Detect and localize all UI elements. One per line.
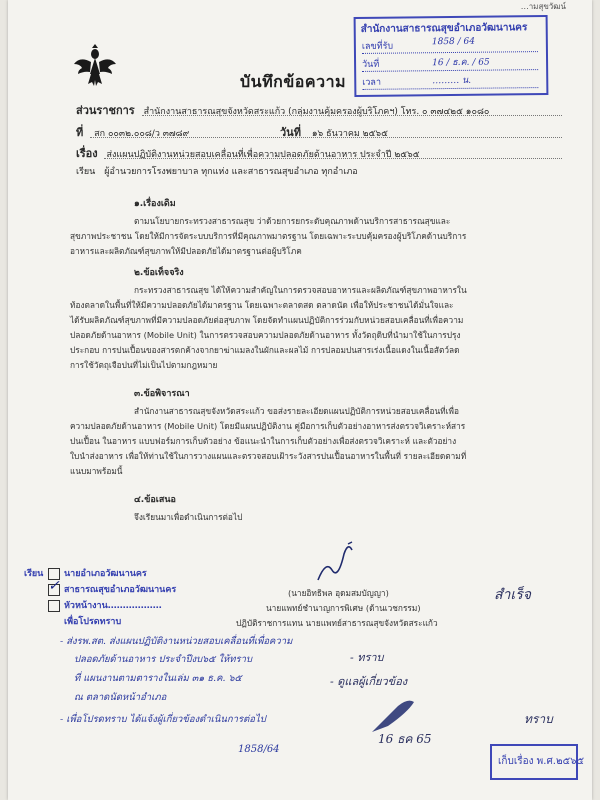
body-line: อาหารและผลิตภัณฑ์สุขภาพให้มีปลอดภัยได้มาตรฐานต่อผู้บริโภค	[70, 246, 302, 256]
ref-row	[76, 123, 189, 141]
check-mark-icon: ✓	[48, 578, 60, 594]
ref-label: ที่	[76, 126, 84, 139]
routing-to-label: เรียน	[24, 569, 44, 579]
handwritten-remark: - ทราบ	[350, 651, 384, 664]
keep-stamp	[490, 744, 585, 780]
garuda-emblem-icon	[72, 44, 118, 88]
receipt-row-time	[362, 73, 538, 90]
signer-position: นายแพทย์ชำนาญการพิเศษ (ด้านเวชกรรม)	[266, 603, 421, 613]
receipt-stamp-org: สำนักงานสาธารณสุขอำเภอวัฒนานคร	[360, 22, 528, 35]
body-line: การใช้วัตถุเจือปนที่ไม่เป็นไปตามกฎหมาย	[70, 360, 218, 370]
handwritten-note-line: ปลอดภัยด้านอาหาร ประจำปีงบ๖๕ ให้ทราบ	[74, 654, 253, 665]
body-line: แนบมาพร้อมนี้	[70, 466, 123, 476]
routing-checkbox	[48, 600, 60, 612]
subject-row	[76, 144, 420, 162]
body-line: ปนเปื้อน ในอาหาร แบบฟอร์มการเก็บตัวอย่าง ข้อแนะนำในการเก็บตัวอย่างเพื่อส่งตรวจวิเคราะห์ และตัวอย่าง	[70, 436, 457, 446]
date-value: ๑๖ ธันวาคม ๒๕๖๕	[311, 129, 388, 139]
body-line: สำนักงานสาธารณสุขจังหวัดสระแก้ว ขอส่งรายละเอียดแผนปฏิบัติการหน่วยสอบเคลื่อนที่เพื่อ	[134, 406, 459, 416]
section-heading: ๔.ข้อเสนอ	[134, 495, 176, 505]
handwritten-note-line: ที่ แผนงานตามตารางในเล่ม ๓๑ ธ.ค. ๖๕	[74, 673, 242, 684]
handwritten-remark: - ดูแลผู้เกี่ยวข้อง	[330, 675, 408, 688]
subject-underline	[104, 158, 562, 159]
agency-underline	[142, 115, 562, 116]
body-line: ปลอดภัยด้านอาหาร (Mobile Unit) ในการตรวจสอบความปลอดภัยด้านอาหาร ทั้งวัตถุดิบที่นำมาใช้ในการปรุง	[70, 330, 461, 340]
body-line: ตามนโยบายกระทรวงสาธารณสุข ว่าด้วยการยกระดับคุณภาพด้านบริการสาธารณสุขและ	[134, 216, 451, 226]
body-line: ประกอบ การปนเปื้อนของสารตกค้างจากยาฆ่าแมลงในผักและผลไม้ การปลอมปนสารเร่งเนื้อแดงในเนื้อสัตว์ลด	[70, 345, 460, 355]
section-heading: ๒.ข้อเท็จจริง	[134, 268, 184, 278]
handwritten-approval: สำเร็จ	[494, 587, 531, 603]
receipt-stamp	[354, 15, 549, 97]
body-line: กระทรวงสาธารณสุข ได้ให้ความสำคัญในการตรวจสอบอาหารและผลิตภัณฑ์สุขภาพอาหารใน	[134, 285, 467, 295]
date-row	[280, 123, 388, 141]
keep-stamp-label: เก็บเรื่อง พ.ศ.๒๕๖๕	[498, 756, 585, 767]
subject-label: เรื่อง	[76, 147, 98, 160]
section-heading: ๓.ข้อพิจารณา	[134, 389, 190, 399]
routing-item: เพื่อโปรดทราบ	[64, 617, 122, 627]
corner-text: …ามสุขวัฒน์	[520, 2, 566, 11]
body-line: ความปลอดภัยด้านอาหาร (Mobile Unit) โดยมีแผนปฏิบัติงาน คู่มือการเก็บตัวอย่างอาหารส่งตรวจวิเคราะห์สาร	[70, 421, 466, 431]
body-line: ได้รับผลิตภัณฑ์สุขภาพที่มีความปลอดภัยต่อสุขภาพ โดยจัดทำแผนปฏิบัติการร่วมกับหน่วยสอบเคลื่อนที่เพื่อความ	[70, 315, 464, 325]
body-line: สุขภาพประชาชน โดยให้มีการจัดระบบบริการที่มีคุณภาพมาตรฐาน โดยเฉพาะระบบคุ้มครองผู้บริโภคด้านบริการ	[70, 231, 467, 241]
signer-name: (นายอิทธิพล อุดมสมบัญญา)	[288, 588, 389, 598]
section-heading: ๑.เรื่องเดิม	[134, 199, 176, 209]
routing-item: นายอำเภอวัฒนานคร	[64, 569, 147, 579]
handwritten-note-line: - เพื่อโปรดทราบ ได้แจ้งผู้เกี่ยวข้องดำเนินการต่อไป	[60, 714, 266, 725]
receipt-row-value: 1858 / 64	[431, 36, 476, 48]
memo-paper	[8, 0, 592, 800]
handwritten-sign: ทราบ	[524, 712, 553, 726]
agency-row	[76, 101, 489, 119]
routing-item: หัวหน้างาน………………	[64, 601, 162, 611]
routing-item: สาธารณสุขอำเภอวัฒนานคร	[64, 585, 177, 595]
date-label: วันที่	[280, 126, 301, 139]
handwritten-date: 16 ธค 65	[378, 732, 432, 746]
body-line: จึงเรียนมาเพื่อดำเนินการต่อไป	[134, 512, 243, 522]
handwritten-note-line: - ส่งรพ.สต. ส่งแผนปฏิบัติงานหน่วยสอบเคลื่อนที่เพื่อความ	[60, 636, 293, 647]
body-line: ท้องตลาดในพื้นที่ให้มีความปลอดภัยได้มาตรฐาน โดยเฉพาะตลาดสด ตลาดนัด เพื่อให้ประชาชนได้มั่นใจและ	[70, 300, 454, 310]
to-value: ผู้อำนวยการโรงพยาบาล ทุกแห่ง และสาธารณสุขอำเภอ ทุกอำเภอ	[104, 167, 358, 177]
to-row	[76, 164, 358, 178]
signer-acting: ปฏิบัติราชการแทน นายแพทย์สาธารณสุขจังหวัดสระแก้ว	[236, 618, 438, 628]
receipt-row-value: ……… น.	[432, 75, 472, 87]
receipt-row-label: เวลา	[362, 77, 382, 88]
handwritten-number: 1858/64	[238, 744, 280, 755]
receipt-row-number	[362, 37, 538, 54]
receipt-row-label: วันที่	[362, 59, 380, 70]
receipt-row-value: 16 / ธ.ค. / 65	[432, 57, 490, 69]
ref-underline	[90, 137, 562, 138]
agency-value: สำนักงานสาธารณสุขจังหวัดสระแก้ว (กลุ่มงานคุ้มครองผู้บริโภคฯ) โทร. ๐ ๓๗๔๒๕ ๑๐๘๐	[143, 107, 490, 117]
to-label: เรียน	[76, 167, 96, 177]
subject-value: ส่งแผนปฏิบัติงานหน่วยสอบเคลื่อนที่เพื่อความปลอดภัยด้านอาหาร ประจำปี ๒๕๖๕	[106, 150, 420, 160]
agency-label: ส่วนราชการ	[76, 104, 135, 117]
body-line: ใบนำส่งอาหาร เพื่อให้ท่านใช้ในการวางแผนและตรวจสอบเฝ้าระวังสารปนเปื้อนอาหารในพื้นที่ รายละเอียดตามที่	[70, 451, 467, 461]
receipt-row-date	[362, 55, 538, 72]
memo-title: บันทึกข้อความ	[240, 72, 347, 91]
ref-value: สก ๐๐๓๒.๐๐๘/ว ๓๗๘๙	[94, 129, 190, 139]
signature-scribble-icon	[308, 540, 368, 590]
receipt-row-label: เลขที่รับ	[361, 41, 394, 52]
handwritten-note-line: ณ ตลาดนัดหน้าอำเภอ	[74, 692, 167, 703]
